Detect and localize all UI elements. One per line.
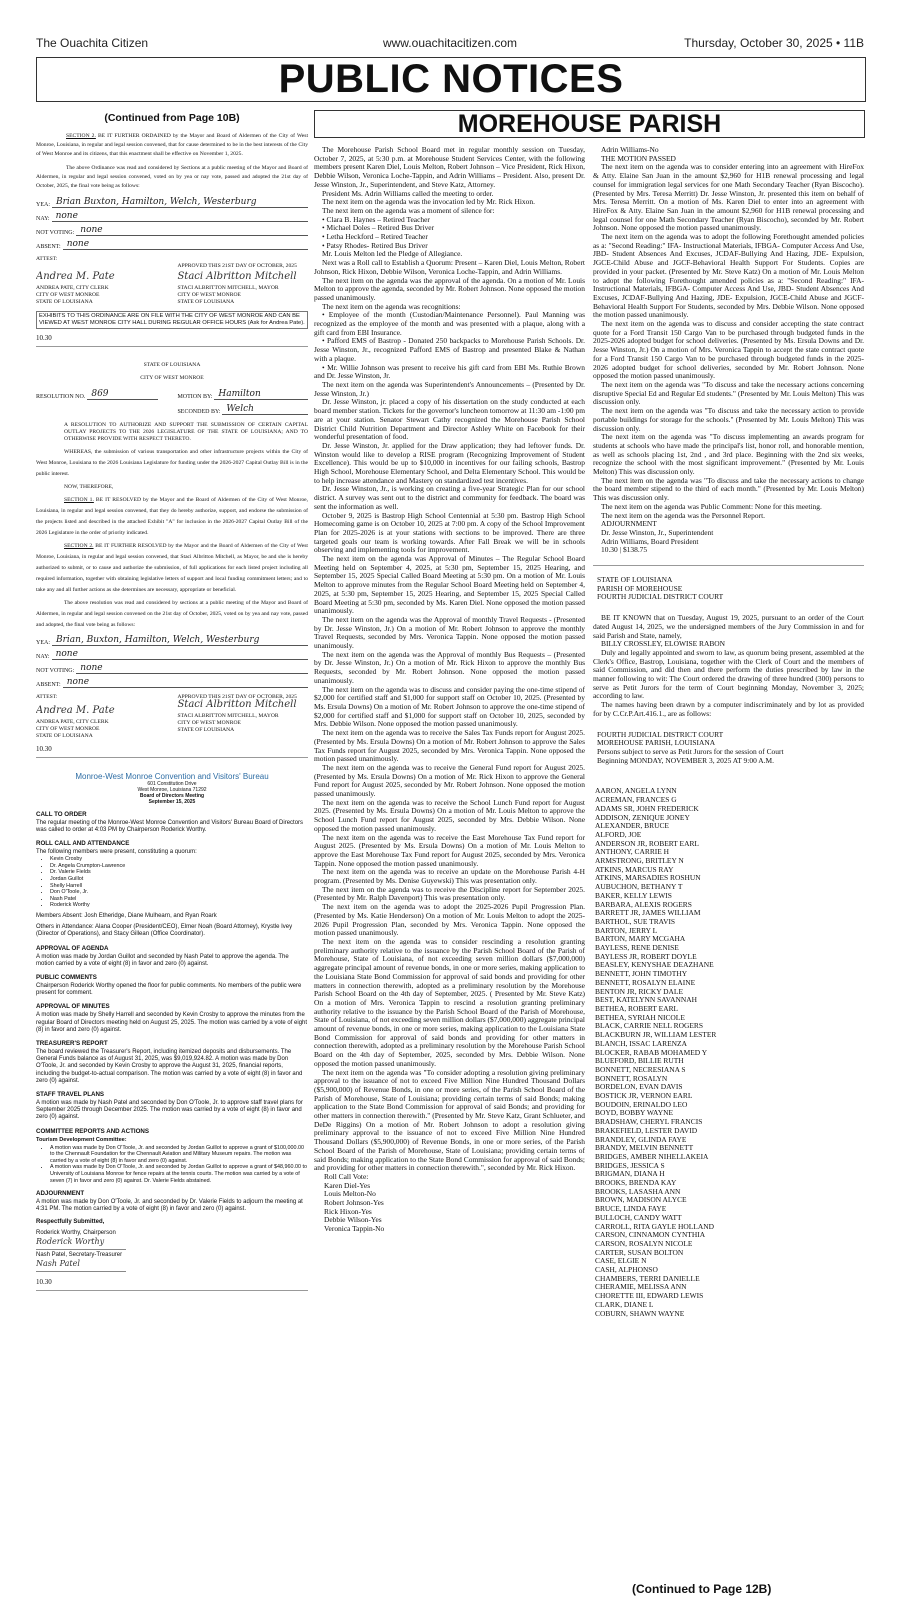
- heading-treasurer: TREASURER'S REPORT: [36, 1040, 108, 1047]
- resolution-number-row: RESOLUTION NO. 869 MOTION BY: Hamilton: [36, 386, 308, 401]
- minutes-paragraph: • Pafford EMS of Bastrop - Donated 250 backpacks to Morehouse Parish Schools. Dr. Jesse Winston, Jr., recognized Pafford EMS of Bastrop and presented Blake & Nathan with a plaque.: [314, 336, 585, 363]
- list-item: • Kevin Crosby: [50, 856, 308, 863]
- roll-call-intro: The following members were present, constituting a quorum:: [36, 849, 197, 856]
- divider: [593, 565, 864, 566]
- juror-name: BRIDGES, JESSICA S: [595, 1160, 665, 1170]
- juror-name: BONNETT, NECRESIANA S: [595, 1064, 686, 1074]
- juror-name: BOSTICK JR, VERNON EARL: [595, 1091, 693, 1101]
- roll-call-line: Karen Diel-Yes: [324, 1180, 371, 1190]
- continued-from: (Continued from Page 10B): [104, 112, 240, 124]
- minutes-paragraph: The next item on the agenda was Superintendent's Announcements – (Presented by Dr. Jesse Winston, Jr.): [314, 379, 585, 398]
- cvb-address-2: West Monroe, Louisiana 71292: [137, 786, 207, 793]
- call-to-order-text: The regular meeting of the Monroe-West Monroe Convention and Visitors' Bureau Board of Directors was called to order at 4:03 PM by Chairperson Roderick Worthy.: [36, 819, 304, 833]
- juror-name: BAYLESS, RENE DENISE: [595, 943, 679, 953]
- exhibits-note: EXHIBITS TO THIS ORDINANCE ARE ON FILE WITH THE CITY OF WEST MONROE AND CAN BE VIEWED AT WEST MONROE CITY HALL DURING REGULAR OFFICE HOURS (Ask for Andrea Pate).: [36, 311, 308, 329]
- adjournment-line: Adrin Williams, Board President: [601, 536, 699, 546]
- juror-name: BETHEA, SYRIAH NICOLE: [595, 1012, 685, 1022]
- resolution-vote-lines: YEA: Brian, Buxton, Hamilton, Welch, Westerburg NAY: none NOT VOTING: none ABSENT: none: [36, 633, 308, 688]
- juror-name: BRUCE, LINDA FAYE: [595, 1204, 667, 1214]
- juror-name: ACREMAN, FRANCES G: [595, 795, 677, 805]
- minutes-paragraphs-2: [593, 163, 864, 520]
- minutes-paragraph: Mr. Louis Melton led the Pledge of Allegiance.: [322, 249, 463, 259]
- ordinance-signatures: ATTEST: Andrea M. Pate ANDREA PATE, CITY CLERK CITY OF WEST MONROE STATE OF LOUISIANA APPROVED THIS 21ST DAY OF OCTOBER, 2025 Staci Albritton Mitchell STACI ALBRITTON MITCHELL, MAYOR CITY OF WEST MONROE STATE OF LOUISIANA: [36, 256, 308, 306]
- minutes-paragraph: • Letha Heckford – Retired Teacher: [322, 232, 428, 242]
- cvb-title: Monroe-West Monroe Convention and Visitors' Bureau: [75, 771, 269, 781]
- ordinance-section-2: SECTION 2. BE IT FURTHER ORDAINED by the Mayor and Board of Aldermen of the City of West Monroe, Louisiana, in regular and legal session convened, that for cause determined to be in the best interests of the City of West Monroe and its citizens, that this enactment shall be effective on November 1, 2025.: [36, 133, 308, 158]
- jury-court-info: [593, 731, 864, 766]
- minutes-paragraph: The next item on the agenda was "To discuss implementing an awards program for students at schools who have made the principal's list, honor roll, and honorable mention, as well as schools placing 1st, 2nd , and 3rd place. Beginning with the 2nd six weeks, recognize the school with the most significant improvement." (Presented by Mr. Louis Melton) This was discussion only.: [593, 432, 864, 477]
- juror-name: BROWN, MADISON ALYCE: [595, 1195, 687, 1205]
- jury-court-line: FOURTH JUDICIAL DISTRICT COURT: [597, 729, 724, 739]
- juror-name: ATKINS, MARCUS RAY: [595, 864, 674, 874]
- juror-name: BARBARA, ALEXIS ROGERS: [595, 899, 692, 909]
- jury-paragraph-3: The names having been drawn by a computer indiscriminately and by lot as provided for by C.Cr.P.Art.416.1., are as follows:: [593, 700, 864, 718]
- juror-name: COBURN, SHAWN WAYNE: [595, 1308, 685, 1318]
- minutes-paragraph: The next item on the agenda was to adopt the following Forethought amended policies as a: "Second Reading:" IFA- Instructional Materials, IFBGA- Computer Access And Use, JBD- Student Absences And Excuses, JCDAF-Bullying And Hazing, JDE- Expulsion, JGCE-Child Abuse and JGCF-Behavioral Health Support For Students. Copies are provided in your packet. (Presented by Mr. Steve Katz) On a motion of Mr. Louis Melton to adopt the following Forethought amended policies as a: "Second Reading:" IFA- Instructional Materials, IFBGA- Computer Access And Use, JBD- Student Absences And Excuses, JCDAF-Bullying And Hazing, JDE- Expulsion, JGCE-Child Abuse and JGCF-Behavioral Health Support For Students, seconded by Mrs. Debbie Wilson. None opposed the motion passed unanimously.: [593, 232, 864, 320]
- member-list: [36, 856, 308, 909]
- minutes-paragraph: October 9, 2025 is Bastrop High School Centennial at 5:30 pm. Bastrop High School Homecoming game is on October 10, 2025 at 7:00 pm. A copy of the School Improvement Plan for 2025-2026 is at your stations with sections to be improved. There are three targeted goals our team is working towards. After Fall Break we will be in schools observing and implementing tools for improvement.: [314, 510, 585, 555]
- morehouse-column-2: [593, 146, 864, 1318]
- juror-name: BETHEA, ROBERT EARL: [595, 1003, 679, 1013]
- minutes-paragraph: The Morehouse Parish School Board met in regular monthly session on Tuesday, October 7, 2025, at 5:30 p.m. at Morehouse Student Services Center, with the following members present Karen Diel, Louis Melton, Robert Johnson – Vice President, Rick Hixon, Debbie Wilson, Veronica Loche-Tappin, and Adrin Williams – President. Also, present Dr. Jesse Winston, Jr., Superintendent, and Steve Katz, Attorney.: [314, 146, 585, 189]
- juror-name: ANDERSON JR, ROBERT EARL: [595, 838, 699, 848]
- minutes-paragraph: The next item on the agenda was to adopt the 2025-2026 Pupil Progression Plan. (Presented by Ms. Katie Henderson) On a motion of Mr. Louis Melton to adopt the 2025-2026 Pupil Progression Plan, seconded by Mrs. Veronica Tappin. None opposed the motion passed unanimously.: [314, 902, 585, 938]
- minutes-paragraph: • Patsy Rhodes- Retired Bus Driver: [322, 240, 428, 250]
- vote-line: Adrin Williams-No: [601, 146, 659, 154]
- minutes-paragraph: The next item on the agenda was the approval of the agenda. On a motion of Mr. Louis Melton to approve the agenda, seconded by Mr. Robert Johnson. None opposed the motion passed unanimously.: [314, 275, 585, 302]
- juror-name: BENNETT, JOHN TIMOTHY: [595, 969, 688, 979]
- juror-name: CHORETTE III, EDWARD LEWIS: [595, 1291, 704, 1301]
- minutes-paragraph: Dr. Jesse Winston, Jr. applied for the Draw application; they had leftover funds. Dr. Winston would like to develop a RISE program (Recognizing Improvement of Student Excellence). This would be up to $10,000 in incentives for our failing schools, Bastrop High School, Morehouse Elementary School, and Delta Elementary School. This would be to help increase attendance and Mastery on standardized test incentives.: [314, 440, 585, 485]
- jury-court-line: Persons subject to serve as Petit Jurors for the session of Court: [597, 747, 784, 756]
- minutes-paragraph: The next item on the agenda was to discuss and consider paying the one-time stipend of $2,000 for certified staff and $1,000 for support staff on October 10, 2025. (Presented by Ms. Ersula Downs) On a motion of Mr. Robert Johnson to approve the one-time stipend of $2,000 for certified staff and $1,000 for support staff on October 10, 2025, seconded by Mrs. Debbie Wilson. None opposed the motion passed unanimously.: [314, 684, 585, 729]
- roll-call-line: Louis Melton-No: [324, 1189, 376, 1199]
- adjournment-line: Dr. Jesse Winston, Jr., Superintendent: [601, 527, 714, 537]
- minutes-paragraph: The next item on the agenda was to receive the School Lunch Fund report for August 2025. (Presented by Ms. Ersula Downs) On a motion of Mr. Louis Melton to approve the School Lunch Fund report for August 2025, seconded by Mrs. Debbie Wilson. None opposed the motion passed unanimously.: [314, 797, 585, 833]
- yea-line: YEA: Brian Buxton, Hamilton, Welch, Westerburg: [36, 195, 308, 208]
- minutes-paragraph: The next item on the agenda was "To discuss and take the necessary actions to change the board member stipend to the third of each month." (Presented by Mr. Louis Melton) This was discussion only.: [593, 475, 864, 503]
- juror-name: AUBUCHON, BETHANY T: [595, 882, 683, 892]
- heading-roll-call: ROLL CALL AND ATTENDANCE: [36, 840, 130, 848]
- jury-notice-header: [593, 576, 864, 602]
- list-item: • A motion was made by Don O'Toole, Jr. and seconded by Jordan Guillot to approve a grant of $100,000.00 to the Chennault Foundation for the Chennault Aviation and Military Museum repairs. The motion was carried by a vote of eight (8) in favor and zero (0) against.: [50, 1145, 308, 1165]
- juror-name: BORDELON, EVAN DAVIS: [595, 1082, 683, 1092]
- juror-name: CARSON, CINNAMON CYNTHIA: [595, 1230, 706, 1240]
- public-comments-text: Chairperson Roderick Worthy opened the floor for public comments. No members of the public were present for comment.: [36, 982, 302, 997]
- minutes-paragraph: The next item on the agenda was recognitions:: [322, 301, 461, 311]
- minutes-paragraph: • Clara B. Haynes – Retired Teacher: [322, 214, 430, 224]
- roll-call-line: Rick Hixon-Yes: [324, 1206, 372, 1216]
- heading-staff-travel: STAFF TRAVEL PLANS: [36, 1091, 105, 1099]
- morehouse-section: [314, 110, 865, 1610]
- minutes-paragraph: The next item on the agenda was to receive the General Fund report for August 2025. (Presented by Ms. Ersula Downs) On a motion of Mr. Rick Hixon to approve the General Fund report for August 2025, seconded by Mr. Robert Johnson. None opposed the motion passed unanimously.: [314, 762, 585, 799]
- minutes-paragraph: • Employee of the month (Custodian/Maintenance Personnel). Paul Manning was recognized as the employee of the month and was presented with a plaque, along with a gift card from EBI Insurance.: [314, 310, 585, 337]
- juror-name: CASE, ELGIE N: [595, 1256, 647, 1266]
- juror-name: BEST, KATELYNN SAVANNAH: [595, 995, 697, 1005]
- juror-name: CHERAMIE, MELISSA ANN: [595, 1282, 687, 1292]
- juror-name: BLACK, CARRIE NELL ROGERS: [595, 1021, 703, 1031]
- minutes-paragraph: President Ms. Adrin Williams called the meeting to order.: [322, 188, 494, 198]
- morehouse-column-1: [314, 146, 585, 1318]
- juror-name: BARTHOL, SUE TRAVIS: [595, 916, 676, 926]
- secretary-line: Nash Patel, Secretary-Treasurer: [36, 1252, 123, 1258]
- list-item: • Dr. Angela Crumpton-Lawrence: [50, 863, 308, 870]
- minutes-paragraph: Dr. Jesse Winston, jr. placed a copy of his dissertation on the study conducted at each board member station. Tickets for the governor's luncheon tomorrow at 11:30 am -1:00 pm are at your station. Senator Stewart Cathy recognized the Morehouse Parish School District Child Nutrition Department and Director Ashley White on Facebook for their wonderful presentation of food.: [314, 397, 585, 442]
- minutes-paragraph: • Michael Doles – Retired Bus Driver: [322, 223, 435, 233]
- juror-name: CARTER, SUSAN BOLTON: [595, 1247, 684, 1257]
- jury-header-line: STATE OF LOUISIANA: [597, 575, 673, 585]
- newspaper-url[interactable]: www.ouachitacitizen.com: [382, 36, 518, 50]
- juror-name: ANTHONY, CARRIE H: [595, 847, 670, 857]
- minutes-paragraph: Dr. Jesse Winston, Jr., is working on creating a five-year Strategic Plan for our school district. A survey was sent out to the district and community for feedback. The board was sent the information as well.: [314, 484, 585, 511]
- cvb-address-1: 601 Constitution Drive: [147, 780, 197, 787]
- mayor-signature: Staci Albritton Mitchell: [177, 271, 297, 283]
- juror-name: BULLOCH, CANDY WATT: [595, 1212, 682, 1222]
- minutes-paragraph: The next item on the agenda was to receive the Sales Tax Funds report for August 2025. (Presented by Ms. Ersula Downs) On a motion of Mr. Robert Johnson to approve the Sales Tax Funds report for August 2025, seconded by Mrs. Veronica Tappin. None opposed the motion passed unanimously.: [314, 728, 585, 764]
- juror-name: CHAMBERS, TERRI DANIELLE: [595, 1273, 700, 1283]
- juror-name: BLACKBURN JR, WILLIAM LESTER: [595, 1030, 717, 1040]
- minutes-paragraph: The next item on the agenda was to discuss and consider accepting the state contract quote for a Ford Transit 150 Cargo Van to be purchased through budgeted funds in the 2025-2026 adopted budget for school deliveries. (Presented by Ms. Ersula Downs and Dr. Jesse Winston, Jr.) On a motion of Mrs. Veronica Tappin to accept the state contract quote for a Ford Transit 150 Cargo Van to be purchased through budgeted funds in the 2025-2026 adopted budget for school deliveries, seconded by Mr. Robert Johnson. None opposed the motion passed unanimously.: [593, 319, 864, 381]
- jury-commissioners: BILLY CROSSLEY, ELOWISE RABON: [601, 639, 726, 649]
- juror-name: BLUEFORD, BILLIE RUTH: [595, 1056, 684, 1066]
- juror-name: BOUDOIN, ERINALDO LEO: [595, 1099, 688, 1109]
- issue-date-page: Thursday, October 30, 2025 • 11B: [684, 36, 864, 50]
- minutes-paragraph: The next item on the agenda was to receive the Discipline report for September 2025. (Presented by Mr. Ralph Davenport) This was presentation only.: [314, 884, 585, 903]
- staff-travel-text: A motion was made by Nash Patel and seconded by Don O'Toole, Jr. to approve staff travel plans for September 2025 through December 2025. The motion was carried by a vote of eight (8) in favor and zero (0) against.: [36, 1100, 303, 1121]
- divider: [36, 757, 308, 758]
- juror-name: BLANCH, ISSAC LARENZA: [595, 1038, 687, 1048]
- minutes-paragraph: The next item on the agenda was the Personnel Report.: [601, 510, 765, 520]
- juror-name: ARMSTRONG, BRITLEY N: [595, 856, 684, 866]
- left-column: [36, 108, 308, 1608]
- minutes-paragraph: The next item on the agenda was to receive an update on the Morehouse Parish 4-H program. (Presented by Ms. Denise Guyewski) This was presentation only.: [314, 867, 585, 886]
- cvb-meeting: Board of Directors Meeting: [139, 792, 205, 799]
- notice-code-2: 10.30: [36, 744, 52, 753]
- minutes-paragraph: The next item on the agenda was "To discuss and take the necessary action to provide portable buildings for storage for the schools." (Presented by Mr. Louis Melton) This was discussion only.: [593, 406, 864, 433]
- juror-name: ADAMS SR, JOHN FREDERICK: [595, 803, 699, 813]
- juror-name: ATKINS, MARSADIES ROSHUN: [595, 873, 701, 883]
- juror-name: BENTON JR, RICKY DALE: [595, 986, 684, 996]
- nay-line: NAY: none: [36, 209, 308, 222]
- adjournment-line: 10.30 | $138.75: [601, 545, 648, 555]
- minutes-paragraph: The next item on the agenda was "To discuss and take the necessary actions concerning disruptive Special Ed and Regular Ed students." (Presented by Mr. Louis Melton) This was discussion only.: [593, 379, 864, 407]
- list-item: • Jordan Guillot: [50, 876, 308, 883]
- juror-name: BENNETT, ROSALYN ELAINE: [595, 977, 696, 987]
- heading-committee: COMMITTEE REPORTS AND ACTIONS: [36, 1127, 149, 1135]
- juror-name: BRADSHAW, CHERYL FRANCIS: [595, 1117, 703, 1127]
- roll-call-line: Debbie Wilson-Yes: [324, 1215, 382, 1225]
- continued-to: (Continued to Page 12B): [632, 1582, 772, 1596]
- adjournment-text: A motion was made by Don O'Toole, Jr. and seconded by Dr. Valerie Fields to adjourn the meeting at 4:31 PM. The motion carried by a vote of eight (8) in favor and zero (0) against.: [36, 1199, 303, 1213]
- juror-name: AARON, ANGELA LYNN: [595, 786, 677, 796]
- divider: [36, 346, 308, 347]
- juror-name: BAKER, KELLY LEWIS: [595, 890, 672, 900]
- morehouse-adjournment: [593, 520, 864, 555]
- minutes-text: A motion was made by Shelly Harrell and seconded by Kevin Crosby to approve the minutes from the regular Board of Directors meeting held on August 25, 2025. The motion was carried by a vote of eight (8) in favor and zero (0) against.: [36, 1012, 308, 1033]
- jury-header-line: FOURTH JUDICIAL DISTRICT COURT: [597, 592, 724, 602]
- roll-call-line: Roll Call Vote:: [324, 1171, 369, 1181]
- juror-name: ADDISON, ZENIQUE JONEY: [595, 812, 690, 822]
- jury-paragraph-1: BE IT KNOWN that on Tuesday, August 19, 2025, pursuant to an order of the Court dated August 14, 2025, we the undersigned members of the Jury Commission in and for said Parish and State, namely,: [593, 613, 864, 640]
- agenda-text: A motion was made by Jordan Guillot and seconded by Nash Patel to approve the agenda. The motion carried by a vote of eight (8) in favor and zero (0) against.: [36, 953, 289, 967]
- resolution-now: NOW, THEREFORE,: [64, 483, 114, 490]
- minutes-paragraph: The next item on the agenda was to receive the East Morehouse Tax Fund report for August 2025. (Presented by Ms. Ersula Downs) On a motion of Mr. Louis Melton to approve the East Morehouse Tax Fund report for August 2025, seconded by Mrs. Veronica Tappin. None opposed the motion passed unanimously.: [314, 832, 585, 868]
- public-notices-banner: [36, 57, 866, 102]
- list-item: • A motion was made by Don O'Toole, Jr. and seconded by Jordan Guillot to approve a grant of $48,960.00 to University of Louisiana Monroe for fence repairs at the tennis courts. The motion was carried by a vote of seven (7) in favor and zero (0) against. Dr. Valerie Fields abstained.: [50, 1164, 308, 1184]
- resolution-state: STATE OF LOUISIANA: [143, 361, 201, 368]
- respectfully-submitted: Respectfully Submitted,: [36, 1218, 105, 1225]
- jury-paragraph-2: Duly and legally appointed and sworn to law, as quorum being present, assembled at the Clerk's Office, Bastrop, Louisiana, together with the Clerk of Court and the members of said Commission, and did then and there perform the duties prescribed by law in the manner following to wit: The Court ordered the drawing of three hundred (300) persons to serve as Petit Jurors for the term of Court beginning Monday, November 3, 2025; according to law.: [593, 647, 864, 701]
- list-item: • Shelly Harrell: [50, 883, 308, 890]
- juror-name: ALEXANDER, BRUCE: [595, 821, 669, 831]
- minutes-paragraph: The next item on the agenda was Public Comment: None for this meeting.: [601, 501, 822, 511]
- chair-line: Roderick Worthy, Chairperson: [36, 1229, 116, 1236]
- not-voting-line: NOT VOTING: none: [36, 223, 308, 236]
- others-attending: Others in Attendance: Alana Cooper (President/CEO), Elmer Noah (Board Attorney), Krystle Ivey (Director of Operations), and Stacy Gillean (Office Coordinator).: [36, 924, 293, 938]
- juror-name: BEASLEY, KENYSHAE DEAZHANE: [595, 960, 714, 970]
- tourism-items: [36, 1145, 308, 1185]
- resolution-whereas: WHEREAS, the submission of various transportation and other infrastructure projects within the City of West Monroe, Louisiana to the 2026 Louisiana Legislature for funding under the 2026-2027 Capital Outlay Bill is in the public interest.: [36, 448, 308, 477]
- juror-name: BRAKEFIELD, LESTER DAVID: [595, 1125, 698, 1135]
- seconded-row: SECONDED BY: Welch: [36, 401, 308, 416]
- adjournment-line: ADJOURNMENT: [601, 519, 657, 529]
- juror-name: BRIGMAN, DIANA H: [595, 1169, 665, 1179]
- clerk-signature: Andrea M. Pate: [36, 271, 115, 283]
- ordinance-vote-lines: [36, 195, 308, 250]
- resolution-city: CITY OF WEST MONROE: [140, 375, 204, 382]
- resolution-signatures: ATTEST: Andrea M. Pate ANDREA PATE, CITY CLERK CITY OF WEST MONROE STATE OF LOUISIANA APPROVED THIS 21ST DAY OF OCTOBER, 2025 Staci Albritton Mitchell STACI ALBRITTON MITCHELL, MAYOR CITY OF WEST MONROE STATE OF LOUISIANA: [36, 693, 297, 739]
- minutes-paragraph: The next item on the agenda was to consider entering into an agreement with HireFox & Atty. Elaine San Juan in the amount $2,960 for H1B renewal processing and legal counsel for immigration legal services for one Math Secondary Teacher (Ryan Biscocho). (Presented by Mrs. Teresa Merritt) Dr. Jesse Winston, Jr. presented this item on behalf of Mrs. Teresa Merritt. On a motion of Ms. Karen Diel to enter into an agreement with HireFox & Atty. Elaine San Juan in the amount $2,960 for H1B renewal processing and legal counsel for one Math Secondary Teacher (Ryan Biscocho), seconded by Mr. Robert Johnson. None opposed the motion passed unanimously.: [593, 162, 864, 233]
- juror-name: BARTON, JERRY L: [595, 925, 658, 935]
- juror-name: BLOCKER, RABAB MOHAMED Y: [595, 1047, 708, 1057]
- roll-call-line: Robert Johnson-Yes: [324, 1198, 384, 1208]
- juror-name: BARRETT JR, JAMES WILLIAM: [595, 908, 701, 918]
- heading-agenda: APPROVAL OF AGENDA: [36, 944, 109, 952]
- public-notices-title: PUBLIC NOTICES: [278, 57, 624, 101]
- jury-court-line: MOREHOUSE PARISH, LOUISIANA: [597, 738, 716, 748]
- resolution-vote-intro: The above resolution was read and considered by sections at a public meeting of the Mayor and Board of Aldermen, in regular and legal session convened on the 21st day of October, 2025, voted on by yea and nay vote, passed and adopted, the final vote being as follows:: [36, 599, 308, 628]
- resolution-title: A RESOLUTION TO AUTHORIZE AND SUPPORT THE SUBMISSION OF CERTAIN CAPITAL OUTLAY PROJECTS TO THE 2026 LEGISLATURE OF THE STATE OF LOUISIANA; AND TO OTHERWISE PROVIDE WITH RESPECT THERETO.: [64, 422, 308, 442]
- absent-line: ABSENT: none: [36, 237, 308, 250]
- notice-code-3: 10.30: [36, 1278, 52, 1287]
- minutes-paragraph: The next item on the agenda was the Approval of monthly Travel Requests - (Presented by Dr. Jesse Winston, Jr.) On a motion of Mr. Robert Johnson to approve the monthly Travel Requests, seconded by Mrs. Veronica Tappin. None opposed the motion passed unanimously.: [314, 614, 585, 651]
- jury-court-line: Beginning MONDAY, NOVEMBER 3, 2025 AT 9:00 A.M.: [597, 755, 774, 765]
- list-item: • Dr. Valerie Fields: [50, 869, 308, 876]
- heading-public-comments: PUBLIC COMMENTS: [36, 973, 97, 981]
- juror-name: CARROLL, RITA GAYLE HOLLAND: [595, 1221, 714, 1231]
- minutes-paragraphs: [314, 146, 585, 1173]
- juror-name: BONNETT, ROSALYN: [595, 1073, 668, 1083]
- vote-result: [593, 146, 864, 163]
- minutes-paragraph: The next item on the agenda was "To consider adopting a resolution giving preliminary approval to the issuance of not to exceed Five Million Nine Hundred Thousand Dollars ($5,900,000) of Revenue Bonds, in one or more series, of the Parish School Board of the Parish of Morehouse, State of Louisiana; providing certain terms of said Bonds; making application to the State Bond Commission for approval of said Bonds; and providing for other matters in connection therewith." (Presented by Mr. Steve Katz, Grant Schlueter, and DeDe Riggins) On a motion of Mr. Robert Johnson to adopt a resolution giving preliminary approval to the issuance of not to exceed Five Million Nine Hundred Thousand Dollars ($5,900,000) of Revenue Bonds, in one or more series, of the Parish School Board of the Parish of Morehouse, State of Louisiana; providing certain terms of said Bonds; making application to the State Bond Commission for approval of said Bonds; and providing for other matters in connection therewith.", seconded by Mr. Rick Hixon.: [314, 1067, 585, 1173]
- resolution-section-1: SECTION 1. BE IT RESOLVED by the Mayor and the Board of Aldermen of the City of West Monroe, Louisiana, in regular and legal session convened, that they do hereby authorize, support, and endorse the submission of the projects listed and described in the attached Exhibit "A" for inclusion in the 2026-2027 Capital Outlay Bill of the 2026 Legislature in the order of priority indicated.: [36, 496, 308, 536]
- morehouse-columns: [314, 146, 865, 1318]
- minutes-paragraph: The next item on the agenda was Approval of Minutes – The Regular School Board Meeting held on September 4, 2025, at 5:30 pm, September 15, 2025 Hearing, and September 15, 2025 Special Called Board Meeting at 5:30 pm. On a motion of Mr. Louis Melton to approve minutes from the Regular School Board Meeting held on September 4, 2025, at 5:30 pm, September 15, 2025 Hearing, and September 15, 2025 Special Called Board Meeting at 5:30 pm, seconded by Ms. Karen Diel. None opposed the motion passed unanimously.: [314, 554, 585, 616]
- newspaper-name: The Ouachita Citizen: [36, 36, 149, 50]
- juror-name: BARTON, MARY MCGAHA: [595, 934, 686, 944]
- list-item: • Nash Patel: [50, 896, 308, 903]
- heading-minutes: APPROVAL OF MINUTES: [36, 1003, 110, 1011]
- divider: [36, 1290, 308, 1291]
- minutes-paragraph: The next item on the agenda was the invocation led by Mr. Rick Hixon.: [322, 197, 535, 207]
- heading-tourism: Tourism Development Committee:: [36, 1136, 127, 1143]
- minutes-paragraph: • Mr. Willie Johnson was present to receive his gift card from EBI Ms. Ruthie Brown and Dr. Jesse Winston, Jr.: [314, 362, 585, 381]
- minutes-paragraph: The next item on the agenda was the Approval of monthly Bus Requests – (Presented by Dr. Jesse Winston, Jr.) On a motion of Mr. Rick Hixon to approve the monthly Bus Requests, seconded by Mr. Robert Johnson. None opposed the motion passed unanimously.: [314, 649, 585, 685]
- treasurer-text: The board reviewed the Treasurer's Report, including itemized deposits and disbursements. The General Funds balance as of August 31, 2025, was $9,019,924.82. A motion was made by Don O'Toole, Jr. and seconded by Kevin Crosby to approve the August 31, 2025, financial reports, including the budget-to-actual comparison. The motion was carried by a vote of eight (8) in favor and zero (0) against.: [36, 1049, 303, 1084]
- juror-name: BRIDGES, AMBER NIHELLAKEIA: [595, 1151, 709, 1161]
- juror-name: ALFORD, JOE: [595, 829, 642, 839]
- juror-name: BRANDLEY, GLINDA FAYE: [595, 1134, 687, 1144]
- juror-name: BOYD, BOBBY WAYNE: [595, 1108, 674, 1118]
- juror-name: BRANDY, MELVIN BENNETT: [595, 1143, 694, 1153]
- list-item: • Don O'Toole, Jr.: [50, 889, 308, 896]
- vote-line: THE MOTION PASSED: [601, 153, 676, 163]
- notice-code-1: 10.30: [36, 333, 52, 342]
- minutes-paragraph: The next item on the agenda was a moment of silence for:: [322, 205, 495, 215]
- roll-call-line: Veronica Tappin-No: [324, 1224, 385, 1234]
- juror-name: CARSON, ROSALYN NICOLE: [595, 1238, 693, 1248]
- roll-call-votes: [314, 1173, 585, 1234]
- juror-name: BAYLESS JR, ROBERT DOYLE: [595, 951, 697, 961]
- juror-name: CLARK, DIANE L: [595, 1299, 654, 1309]
- resolution-section-2: SECTION 2. BE IT FURTHER RESOLVED by the Mayor and the Board of Aldermen of the City of West Monroe, Louisiana, in regular and legal session convened, that Staci Albritton Mitchell, as Mayor, be and she is hereby authorized to submit, or to cause and authorize the submission, of full applications for each listed project including all required information, together with obtaining legislative letters of support and local funding commitment letters; and to take any and all further actions as she determines are necessary, appropriate or beneficial.: [36, 542, 308, 593]
- members-absent: Members Absent: Josh Etheridge, Diane Mulhearn, and Ryan Roark: [36, 912, 217, 919]
- juror-name: CASH, ALPHONSO: [595, 1265, 658, 1275]
- juror-name: BROOKS, BRENDA KAY: [595, 1178, 677, 1188]
- morehouse-title: MOREHOUSE PARISH: [314, 110, 865, 138]
- juror-name: BROOKS, LASASHA ANN: [595, 1186, 681, 1196]
- list-item: • Roderick Worthy: [50, 902, 308, 909]
- minutes-paragraph: Next was a Roll call to Establish a Quorum: Present – Karen Diel, Louis Melton, Robert Johnson, Rick Hixon, Debbie Wilson, Veronica Loche-Tappin, and Adrin Williams.: [314, 258, 585, 276]
- heading-adjournment: ADJOURNMENT: [36, 1190, 85, 1198]
- jury-header-line: PARISH OF MOREHOUSE: [597, 583, 683, 593]
- cvb-date: September 15, 2025: [148, 798, 196, 805]
- heading-call-to-order: CALL TO ORDER: [36, 810, 87, 818]
- juror-list: [593, 787, 864, 1318]
- secretary-signature: Nash Patel: [36, 1259, 126, 1272]
- minutes-paragraph: The next item on the agenda was to consider rescinding a resolution granting preliminary authority relative to the issuance by the Parish School Board of the Parish of Morehouse, State of Louisiana, of not exceeding seven million dollars ($7,000,000) aggregate principal amount of revenue bonds, in one or more series, making application to the Louisiana State Bond Commission for approval of said bonds and providing for other matters in connection therewith, adopted as a preliminary resolution by the Morehouse Parish School Board on the 4th day of September, 2025. ( Presented by Mr. Steve Katz) On a motion of Mrs. Veronica Tappin to rescind a resolution granting preliminary authority relative to the issuance by the Parish School Board of the Parish of Morehouse, State of Louisiana, of not exceeding seven million dollars ($7,000,000) aggregate principal amount of revenue bonds, in one or more series, making application to the Louisiana State Bond Commission for approval of said bonds and providing for other matters in connection therewith, adopted as a preliminary resolution by the Morehouse Parish School Board on the 4th day of September, 2025, seconded by Mrs. Debbie Wilson. None opposed the motion passed unanimously.: [314, 936, 585, 1068]
- ordinance-vote-intro: The above Ordinance was read and considered by Sections at a public meeting of the Mayor and Board of Aldermen, in regular and legal session convened, voted on by yea or nay vote, passed and adopted the 21st day of October, 2025, the final vote being as follows:: [36, 164, 308, 190]
- chair-signature: Roderick Worthy: [36, 1237, 126, 1250]
